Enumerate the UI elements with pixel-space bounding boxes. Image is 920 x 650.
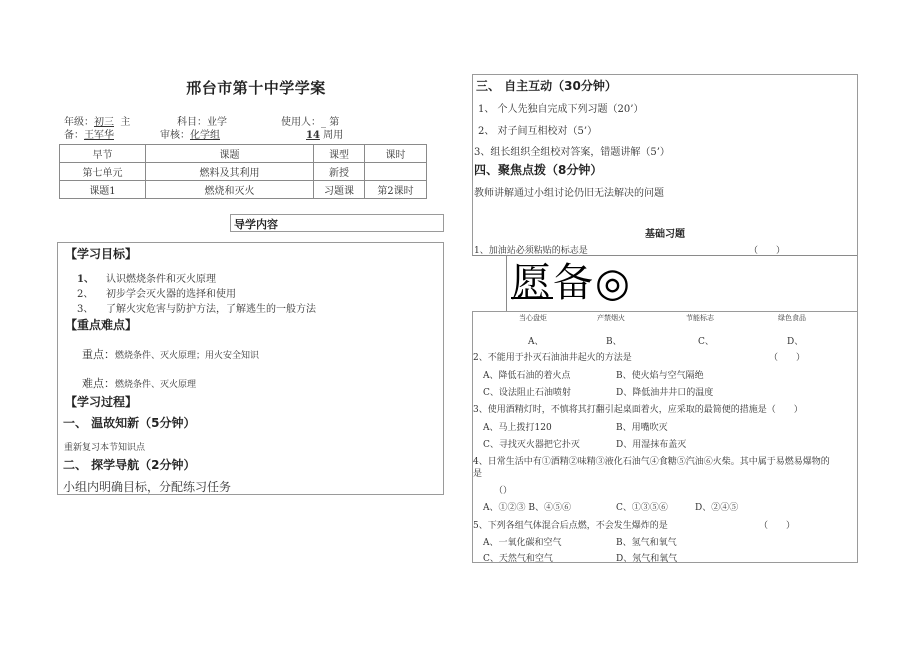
step3-item: 3、组长组织全组校对答案，错题讲解（5’） — [474, 147, 670, 158]
table-header-cell: 早节 — [60, 145, 146, 163]
goals-heading: 【学习目标】 — [65, 247, 138, 261]
goal-item — [77, 285, 236, 300]
table-cell — [365, 163, 427, 181]
interaction-box — [472, 74, 858, 256]
answer-blank: （ ） — [749, 246, 786, 256]
table-row — [60, 163, 427, 181]
option-radio-a[interactable]: A、 — [528, 337, 544, 347]
subject-label: 科目： — [177, 117, 207, 128]
key-label: 重点： — [82, 348, 115, 361]
step3-item: 1、 个人先独自完成下列习题（20’） — [478, 104, 644, 115]
table-cell: 课题1 — [60, 181, 146, 199]
question-stem-cont: 是 — [473, 469, 483, 479]
main-prep-label: 主 — [120, 117, 131, 128]
meta-row-2 — [64, 126, 114, 141]
step4-heading: 四、聚焦点拨（8分钟） — [474, 163, 603, 177]
answer-blank[interactable]: （ ） — [769, 353, 806, 363]
goal-number: 3、 — [77, 304, 94, 315]
sign-bcd-glyphs: 备◎ — [553, 260, 632, 306]
difficult-label: 难点： — [82, 377, 115, 390]
key-point-row — [82, 343, 259, 362]
lesson-info-table — [59, 144, 427, 199]
goal-item — [77, 300, 316, 315]
sign-caption: 绿色食品 — [778, 314, 806, 322]
question-stem: 1、加油站必须粘贴的标志是 — [474, 246, 588, 256]
user-blank: _ — [321, 117, 326, 128]
step1-text: 重新复习本节知识点 — [64, 443, 146, 453]
option-radio-b[interactable]: B、 — [606, 337, 622, 347]
option-d[interactable]: D、降低油井井口的温度 — [616, 388, 714, 398]
table-cell: 习题课 — [314, 181, 365, 199]
table-cell: 第2课时 — [365, 181, 427, 199]
difficult-text: 燃烧条件、灭火原理 — [115, 380, 197, 390]
option-a[interactable]: A、降低石油的着火点 — [483, 371, 571, 381]
step3-item: 2、 对子间互相校对（5’） — [478, 126, 598, 137]
option-radio-c[interactable]: C、 — [698, 337, 714, 347]
question-stem: 2、不能用于扑灭石油油井起火的方法是 — [473, 353, 632, 363]
question-stem: 5、下列各组气体混合后点燃，不会发生爆炸的是 — [473, 521, 668, 531]
question-stem: 3、使用酒精灯时，不慎将其打翻引起桌面着火，应采取的最简便的措施是（ ） — [473, 405, 803, 415]
document-title: 邢台市第十中学学案 — [186, 79, 326, 97]
table-header-cell: 课题 — [146, 145, 314, 163]
goal-item — [77, 270, 216, 285]
question-stem: 4、日常生活中有①酒精②味精③液化石油气④食糖⑤汽油⑥火柴。其中属于易燃易爆物的 — [473, 457, 830, 467]
table-header-row — [60, 145, 427, 163]
option-c[interactable]: C、天然气和空气 — [483, 554, 553, 564]
table-header-cell: 课时 — [365, 145, 427, 163]
process-heading: 【学习过程】 — [65, 395, 138, 409]
step1-heading: 一、 温故知新（5分钟） — [63, 416, 196, 430]
step3-heading: 三、 自主互动（30分钟） — [476, 79, 617, 93]
key-text: 燃烧条件、灭火原理；用火安全知识 — [115, 351, 260, 361]
goal-text: 了解火灾危害与防护方法，了解逃生的一般方法 — [106, 304, 316, 315]
subject-value: 业学 — [207, 117, 227, 128]
table-cell: 燃料及其利用 — [146, 163, 314, 181]
sign-caption: 产禁烟火 — [597, 314, 625, 322]
reviewer-field — [160, 126, 220, 141]
step2-text: 小组内明确目标，分配练习任务 — [63, 480, 232, 494]
sign-caption: 节能标志 — [686, 314, 714, 322]
option-d[interactable]: D、氖气和氧气 — [616, 554, 678, 564]
week-prefix: 第 — [329, 117, 340, 128]
user-label: 使用人： — [281, 117, 321, 128]
week-suffix: 周用 — [323, 130, 344, 141]
option-a[interactable]: A、一氧化碳和空气 — [483, 538, 562, 548]
option-b[interactable]: B、用嘴吹灭 — [616, 423, 668, 433]
option-b[interactable]: B、氢气和氧气 — [616, 538, 677, 548]
option-a[interactable]: A、马上拨打120 — [483, 423, 552, 433]
table-cell: 燃烧和灭火 — [146, 181, 314, 199]
option-c[interactable]: C、寻找灭火器把它扑灭 — [483, 440, 580, 450]
safety-signs-image — [506, 255, 858, 311]
week-field — [306, 126, 343, 141]
option-c[interactable]: C、①③⑤⑥ — [616, 503, 668, 513]
option-ab[interactable]: A、①②③ B、④⑤⑥ — [483, 503, 571, 513]
sign-caption: 当心盘炬 — [519, 314, 547, 322]
goal-text: 初步学会灭火器的选择和使用 — [106, 289, 236, 300]
study-guide-box — [57, 242, 444, 495]
sign-a-glyph: 愿 — [511, 260, 553, 306]
option-c[interactable]: C、设法阻止石油喷射 — [483, 388, 571, 398]
grade-value: 初三 — [94, 117, 114, 128]
grade-label: 年级： — [64, 117, 94, 128]
goal-number: 1、 — [77, 274, 94, 285]
goal-number: 2、 — [77, 289, 94, 300]
exercise-box — [472, 311, 858, 563]
table-row — [60, 181, 427, 199]
table-header-cell: 课型 — [314, 145, 365, 163]
main-prep-label-2: 备： — [64, 130, 84, 141]
main-prep-value: 王军华 — [84, 130, 114, 141]
option-d[interactable]: D、用湿抹布盖灭 — [616, 440, 687, 450]
difficult-point-row — [82, 372, 196, 391]
step2-heading: 二、 探学导航（2分钟） — [63, 458, 196, 472]
step4-text: 教师讲解通过小组讨论仍旧无法解决的问题 — [474, 188, 664, 199]
answer-blank[interactable]: （ ） — [759, 521, 796, 531]
answer-blank[interactable]: （） — [494, 486, 513, 496]
option-d[interactable]: D、②④⑤ — [695, 503, 739, 513]
reviewer-value: 化学组 — [190, 130, 220, 141]
option-radio-d[interactable]: D、 — [787, 337, 804, 347]
reviewer-label: 审核： — [160, 130, 190, 141]
section-label-box — [230, 214, 444, 232]
table-cell: 新授 — [314, 163, 365, 181]
table-cell: 第七单元 — [60, 163, 146, 181]
week-number: 14 — [306, 130, 320, 141]
goal-text: 认识燃烧条件和灭火原理 — [106, 274, 216, 285]
option-b[interactable]: B、使火焰与空气隔绝 — [616, 371, 704, 381]
exercises-title: 基础习题 — [645, 229, 685, 240]
signs-glyphs — [511, 261, 632, 305]
keypoints-heading: 【重点难点】 — [65, 318, 138, 332]
section-label: 导学内容 — [234, 218, 278, 231]
